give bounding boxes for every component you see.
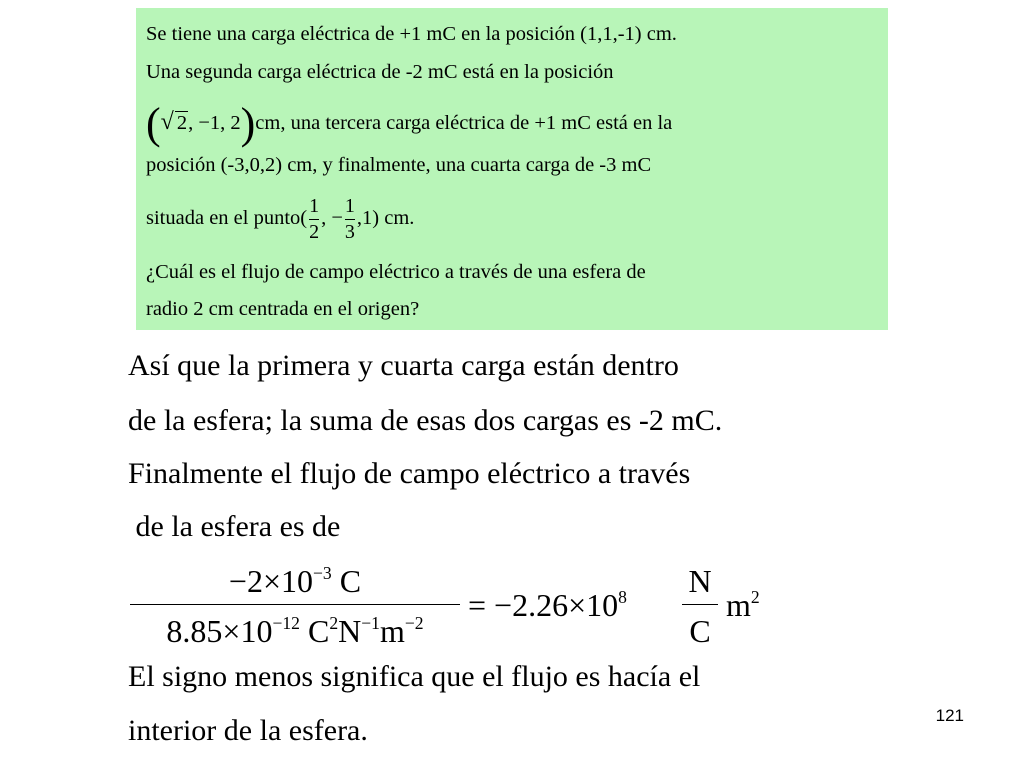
frac2-denominator: 3: [344, 221, 355, 244]
problem-line-3: [146, 99, 673, 148]
fraction-one-third: [343, 196, 357, 242]
flux-equation: [130, 560, 790, 652]
unit-m-exp: 2: [750, 586, 760, 607]
problem-line-3-text: cm, una tercera carga eléctrica de +1 mC está en la: [255, 112, 673, 134]
unit-numerator: N: [688, 563, 712, 599]
line5-suffix: ,1) cm.: [356, 207, 415, 229]
frac2-numerator: 1: [345, 196, 355, 220]
coords-rest: , −1, 2: [188, 112, 241, 134]
problem-line-1: Se tiene una carga eléctrica de +1 mC en la posición (1,1,-1) cm.: [146, 23, 677, 45]
fraction-bar: [130, 604, 460, 605]
den-m: m: [379, 613, 405, 649]
num-unit: C: [331, 563, 362, 599]
den-exp: −12: [272, 612, 300, 633]
flux-denominator: [130, 612, 460, 650]
solution-line-1: Así que la primera y cuarta carga están dentro: [128, 349, 679, 382]
den-n-exp: −1: [361, 612, 380, 633]
den-coef: 8.85×10: [166, 613, 273, 649]
problem-line-6: ¿Cuál es el flujo de campo eléctrico a través de una esfera de: [146, 261, 646, 283]
num-exp: −3: [313, 562, 332, 583]
solution-line-2: de la esfera; la suma de esas dos cargas es -2 mC.: [128, 404, 723, 437]
den-n: N: [338, 613, 362, 649]
problem-line-4: posición (-3,0,2) cm, y finalmente, una cuarta carga de -3 mC: [146, 154, 652, 176]
unit-area: [726, 586, 760, 624]
solution-line-4: de la esfera es de: [128, 510, 341, 543]
problem-line-2: Una segunda carga eléctrica de -2 mC está en la posición: [146, 61, 614, 83]
frac1-numerator: 1: [309, 196, 319, 220]
num-coef: −2×10: [228, 563, 313, 599]
solution-line-5: El signo menos significa que el flujo es hacía el: [128, 660, 701, 693]
den-c: C: [299, 613, 330, 649]
problem-statement-box: [136, 8, 888, 330]
solution-line-6: interior de la esfera.: [128, 714, 368, 747]
rhs-coef: = −2.26×10: [468, 587, 619, 623]
solution-line-3: Finalmente el flujo de campo eléctrico a través: [128, 457, 691, 490]
frac1-denominator: 2: [309, 221, 320, 244]
close-paren: ): [240, 99, 256, 148]
unit-m: m: [726, 587, 751, 623]
rhs-exp: 8: [618, 586, 627, 607]
flux-numerator: [130, 562, 460, 600]
den-c-exp: 2: [329, 612, 339, 633]
sqrt-radicand: 2: [176, 112, 188, 134]
fraction-one-half: [307, 196, 321, 242]
den-m-exp: −2: [404, 612, 424, 633]
unit-denominator: C: [689, 613, 711, 649]
sqrt-sign: √: [160, 109, 174, 135]
problem-line-5: [146, 192, 414, 244]
slide-number: 121: [935, 706, 964, 725]
problem-line-7: radio 2 cm centrada en el origen?: [146, 298, 420, 320]
line5-prefix: situada en el punto(: [146, 207, 308, 229]
flux-result: [468, 586, 627, 624]
line5-sep: , −: [321, 207, 343, 229]
unit-fraction-bar: [682, 604, 718, 605]
open-paren: (: [146, 99, 161, 148]
